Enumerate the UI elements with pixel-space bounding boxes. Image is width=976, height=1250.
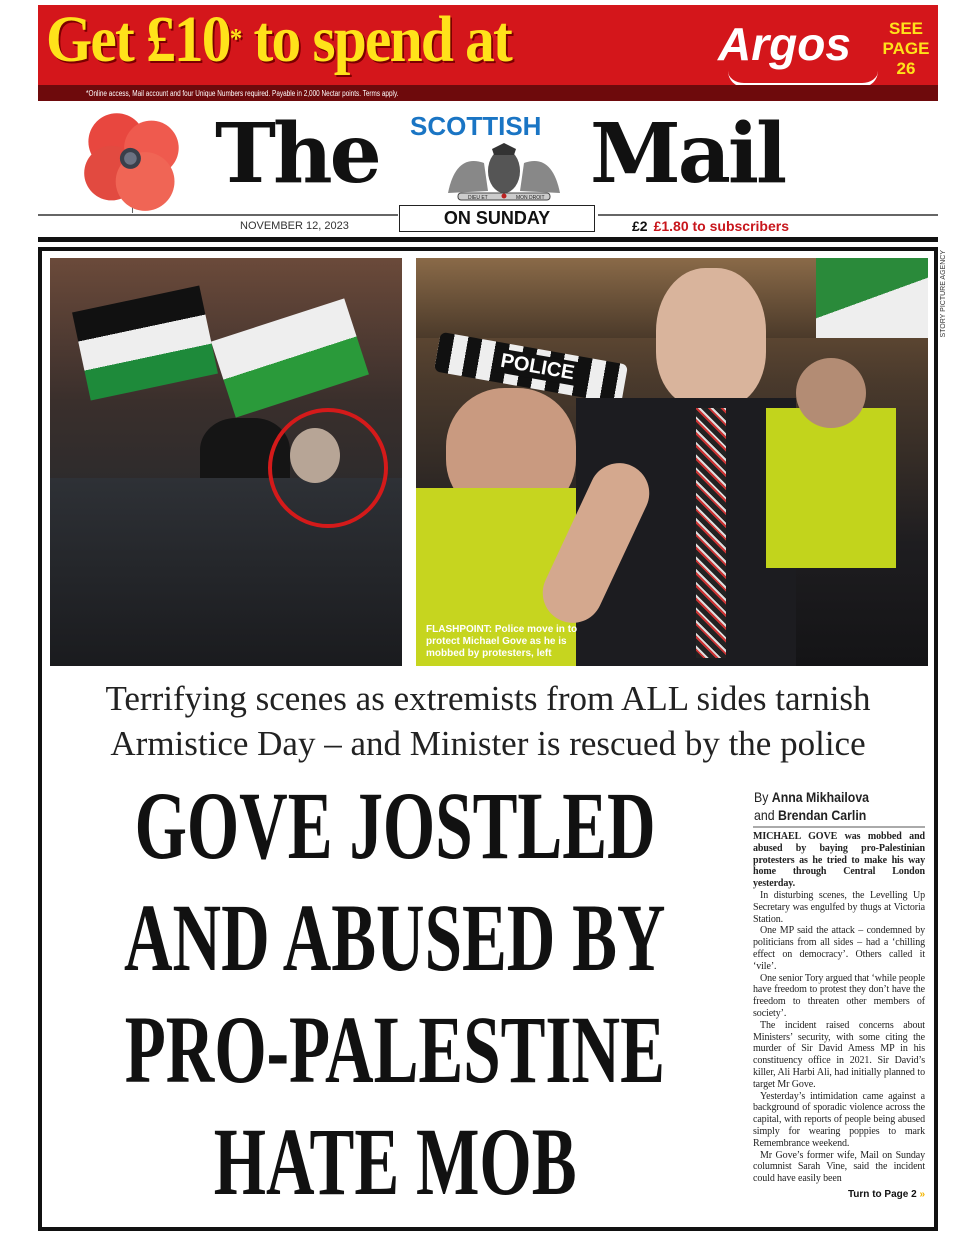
article-lead: MICHAEL GOVE was mobbed and abused by baying pro-Palestinian protesters as he tried to make his way home through Central London yesterday. — [753, 831, 925, 890]
highlight-circle — [268, 408, 388, 528]
article-paragraph: The incident raised concerns about Ministers’ security, with some citing the murder of Sir David Amess MP in his constituency office in 2021. Sir David’s killer, Ali Harbi Ali, had initially planned to target Mr Gove. — [753, 1019, 925, 1090]
article-paragraph: One senior Tory argued that ‘while people have freedom to protest they don’t have the freedom to threaten other members of society’. — [753, 972, 925, 1019]
caption-text: Police move in to protect Michael Gove as he is mobbed by protesters, left — [426, 624, 578, 659]
headline-line: AND ABUSED BY — [124, 884, 666, 991]
offer-asterisk: * — [229, 24, 241, 55]
subscriber-price: £1.80 to subscribers — [653, 218, 789, 234]
see-page-label: SEE PAGE 26 — [882, 19, 930, 78]
article-body — [753, 831, 925, 1185]
turn-to-page-link[interactable] — [753, 1189, 925, 1201]
double-arrow-icon: » — [919, 1188, 925, 1200]
striped-tie — [696, 408, 726, 658]
masthead-rule-right — [598, 214, 938, 216]
article-column — [753, 831, 925, 1201]
price — [632, 218, 789, 234]
masthead-the: The — [215, 106, 379, 202]
subheadline — [0, 676, 976, 766]
royal-crest-icon — [428, 143, 580, 201]
offer-amount: Get £10 — [46, 5, 230, 76]
turn-to-label: Turn to Page 2 — [847, 1188, 917, 1200]
caption-label: FLASHPOINT: — [426, 624, 493, 635]
offer-text: to spend at — [240, 5, 512, 76]
flag-shape — [211, 298, 369, 417]
issue-date: NOVEMBER 12, 2023 — [240, 220, 349, 232]
fine-print: *Online access, Mail account and four Unique Numbers required. Payable in 2,000 Nectar points. Terms apply. — [86, 89, 399, 98]
officer-face — [796, 358, 866, 428]
police-hat-text: POLICE — [495, 348, 580, 386]
article-paragraph: Mr Gove’s former wife, Mail on Sunday columnist Sarah Vine, said the incident could have easily been — [753, 1149, 925, 1185]
article-paragraph: In disturbing scenes, the Levelling Up Secretary was engulfed by thugs at Victoria Station. — [753, 889, 925, 925]
masthead-divider — [38, 237, 938, 242]
hi-vis-vest — [766, 408, 896, 568]
byline-by: By — [754, 789, 769, 805]
byline-rule — [753, 826, 925, 828]
headline-line: PRO-PALESTINE — [124, 996, 666, 1103]
gove-face — [656, 268, 766, 408]
photo-credit: STORY PICTURE AGENCY — [940, 250, 947, 338]
argos-logo: Argos — [718, 18, 851, 70]
promo-offer — [46, 5, 511, 77]
photo-caption — [426, 624, 601, 660]
promo-banner[interactable] — [38, 5, 938, 101]
cover-price: £2 — [632, 218, 648, 234]
headline-line: GOVE JOSTLED — [134, 772, 656, 879]
crest-motto-left: DIEU ET — [468, 195, 488, 201]
flag-shape — [72, 285, 218, 400]
gove-police-photo[interactable] — [416, 258, 928, 666]
author-name: Brendan Carlin — [777, 807, 867, 823]
byline — [754, 788, 869, 824]
masthead-scottish: SCOTTISH — [410, 111, 542, 141]
poppy-icon — [80, 108, 185, 213]
author-name: Anna Mikhailova — [771, 789, 870, 805]
flag-shape — [816, 258, 928, 338]
headline-line: HATE MOB — [213, 1108, 577, 1215]
byline-and: and — [754, 807, 775, 823]
masthead-mail: Mail — [590, 106, 785, 202]
article-paragraph: One MP said the attack – condemned by politicians from all sides – had a ‘chilling effect on democracy’. Others called it ‘vile’. — [753, 925, 925, 972]
on-sunday-label: ON SUNDAY — [399, 205, 595, 232]
masthead-rule-left — [38, 214, 398, 216]
crest-motto-right: MON DROIT — [516, 195, 545, 201]
article-paragraph: Yesterday’s intimidation came against a background of sporadic violence across the capital, with reports of people being abused simply for wearing poppies to mark Remembrance weekend. — [753, 1090, 925, 1149]
subheadline-line: Terrifying scenes as extremists from ALL sides tarnish — [105, 679, 871, 718]
subheadline-line: Armistice Day – and Minister is rescued by the police — [110, 724, 866, 763]
